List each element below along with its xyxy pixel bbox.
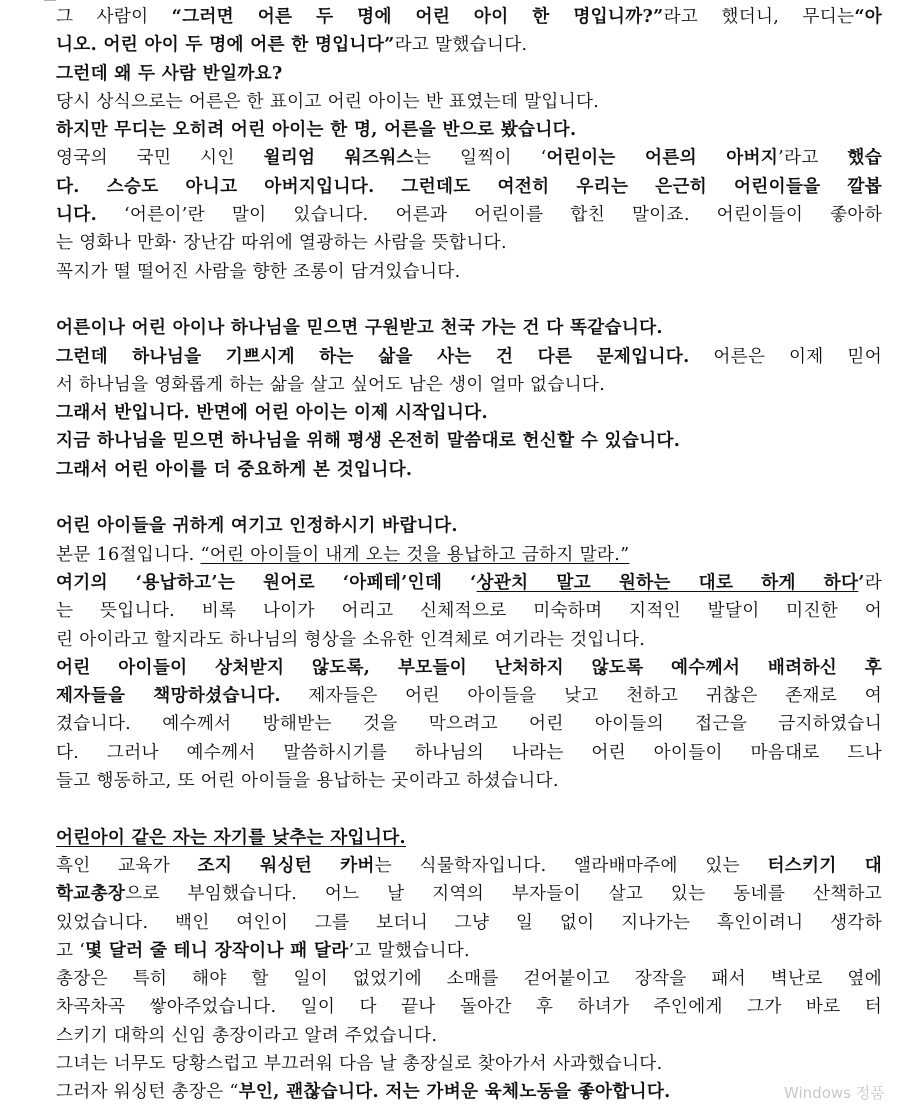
- text-run: 는 일찍이 ‘: [413, 148, 547, 169]
- text-run: 서 하나님을 영화롭게 하는 삶을 살고 싶어도 남은 생이 얼마 없습니다.: [56, 374, 606, 395]
- text-run: ’라고: [778, 148, 848, 169]
- text-run: 스키기 대학의 신임 총장이라고 알려 주었습니다.: [56, 1025, 438, 1046]
- text-run: 상관치 말고 원하는 대로 하게 하다: [476, 571, 859, 593]
- text-run: 꼭지가 떨 떨어진 사람을 향한 조롱이 담겨있습니다.: [56, 261, 461, 282]
- text-run: ’: [858, 571, 865, 593]
- text-line: [56, 456, 882, 484]
- text-line: [56, 229, 882, 257]
- text-run: 몇 달러 줄 테니 장작이나 패 달라: [85, 939, 349, 961]
- text-run: 어른은 이제 믿어: [689, 346, 882, 367]
- text-run: 그래서 어린 아이를 더 중요하게 본 것입니다.: [56, 458, 413, 480]
- text-run: 그런데 왜 두 사람 반일까요?: [56, 62, 283, 84]
- text-run: 는 식물학자입니다. 앨라배마주에 있는: [374, 855, 768, 876]
- text-run: 터스키기 대: [767, 854, 882, 876]
- text-run: 어른이나 어린 아이나 하나님을 믿으면 구원받고 천국 가는 건 다 똑같습니다.: [56, 317, 663, 339]
- text-run: 어린아이 같은 자는 자기를 낮추는 자입니다.: [56, 826, 406, 848]
- text-run: 어린이는 어른의 아버지: [546, 147, 779, 169]
- text-run: ‘어른이’란 말이 있습니다. 어른과 어린이를 합친 말이죠. 어린이들이 좋아하: [97, 205, 882, 226]
- text-run: 다. 스승도 아니고 아버지입니다. 그런데도 여전히 우리는 은근히 어린이들을 깔봅: [56, 175, 882, 197]
- text-run: 는 영화나 만화· 장난감 따위에 열광하는 사람을 뜻합니다.: [56, 233, 507, 254]
- text-line: [56, 710, 882, 738]
- text-line: [56, 116, 882, 144]
- text-line: [56, 258, 882, 286]
- text-run: 학교총장: [56, 883, 126, 905]
- page-corner-mark: [44, 0, 56, 1]
- text-line: [56, 173, 882, 201]
- text-line: [56, 541, 882, 569]
- text-line: [56, 739, 882, 767]
- text-line: [56, 937, 882, 965]
- text-run: “어린 아이들이 내게 오는 것을 용납하고 금하지 말라.”: [200, 544, 630, 565]
- text-run: ’고 말했습니다.: [348, 940, 470, 961]
- text-line: [56, 852, 882, 880]
- text-line: [56, 1078, 882, 1106]
- text-run: 윌리엄 워즈워스: [263, 147, 414, 169]
- text-run: “그러면 어른 두 명에 어린 아이 한 명입니까?”: [171, 6, 664, 27]
- text-line: [56, 3, 882, 31]
- text-line: [56, 965, 882, 993]
- text-line: [56, 371, 882, 399]
- text-run: 총장은 특히 해야 할 일이 없었기에 소매를 걷어붙이고 장작을 패서 벽난로 옆에: [56, 969, 882, 990]
- text-line: [56, 60, 882, 88]
- text-run: 들고 행동하고, 또 어린 아이들을 용납하는 곳이라고 하셨습니다.: [56, 771, 559, 792]
- text-line: [56, 1050, 882, 1078]
- text-run: 제자들은 어린 아이들을 낮고 천하고 귀찮은 존재로 여: [280, 686, 882, 707]
- text-run: 라: [864, 572, 882, 593]
- text-line: [56, 654, 882, 682]
- text-line: [56, 824, 882, 852]
- text-run: 부인, 괜찮습니다. 저는 가벼운 육체노동을 좋아합니다.: [238, 1081, 671, 1103]
- text-run: 그러자 워싱턴 총장은 “: [56, 1082, 239, 1103]
- text-run: 조지 워싱턴 카버: [197, 854, 375, 876]
- document-body: [56, 3, 882, 1107]
- text-run: 린 아이라고 할지라도 하나님의 형상을 소유한 인격체로 여기라는 것입니다.: [56, 629, 646, 650]
- text-run: 영국의 국민 시인: [56, 148, 264, 169]
- text-run: 어린 아이들이 상처받지 않도록, 부모들이 난처하지 않도록 예수께서 배려하신 후: [56, 656, 882, 678]
- text-run: 본문 16절입니다.: [56, 544, 201, 565]
- text-run: 있었습니다. 백인 여인이 그를 보더니 그냥 일 없이 지나가는 흑인이려니 생각하: [56, 912, 882, 933]
- text-run: 다. 그러나 예수께서 말씀하시기를 하나님의 나라는 어린 아이들이 마음대로 드나: [56, 742, 882, 763]
- text-line: [56, 144, 882, 172]
- text-run: 는 뜻입니다. 비록 나이가 어리고 신체적으로 미숙하며 지적인 발달이 미진한 어: [56, 601, 882, 622]
- text-run: 겼습니다. 예수께서 방해받는 것을 막으려고 어린 아이들의 접근을 금지하였습니: [56, 714, 882, 735]
- text-run: 지금 하나님을 믿으면 하나님을 위해 평생 온전히 말씀대로 헌신할 수 있습니다.: [56, 430, 681, 452]
- text-line: [56, 682, 882, 710]
- text-line: [56, 767, 882, 795]
- text-run: 니다.: [56, 204, 98, 226]
- text-line: [56, 880, 882, 908]
- text-run: 제자들을 책망하셨습니다.: [56, 685, 281, 707]
- text-line: [56, 31, 882, 59]
- blank-line: [56, 286, 882, 314]
- text-line: [56, 626, 882, 654]
- text-line: [56, 512, 882, 540]
- text-run: 그런데 하나님을 기쁘시게 하는 삶을 사는 건 다른 문제입니다.: [56, 345, 690, 367]
- text-line: [56, 399, 882, 427]
- text-line: [56, 993, 882, 1021]
- text-run: 당시 상식으로는 어른은 한 표이고 어린 아이는 반 표였는데 말입니다.: [56, 91, 600, 112]
- text-line: [56, 1022, 882, 1050]
- text-line: [56, 343, 882, 371]
- text-line: [56, 201, 882, 229]
- text-line: [56, 909, 882, 937]
- blank-line: [56, 484, 882, 512]
- text-run: 여기의 ‘용납하고’는 원어로 ‘아페테’인데 ‘: [56, 571, 477, 593]
- text-run: 차곡차곡 쌓아주었습니다. 일이 다 끝나 돌아간 후 하녀가 주인에게 그가 바로 터: [56, 997, 882, 1018]
- text-line: [56, 427, 882, 455]
- text-run: 그 사람이: [56, 7, 172, 27]
- text-run: 니오. 어린 아이 두 명에 어른 한 명입니다”: [56, 34, 395, 56]
- text-line: [56, 597, 882, 625]
- text-run: 그래서 반입니다. 반면에 어린 아이는 이제 시작입니다.: [56, 402, 488, 424]
- text-run: 하지만 무디는 오히려 어린 아이는 한 명, 어른을 반으로 봤습니다.: [56, 119, 577, 141]
- windows-activation-watermark: Windows 정품: [784, 1084, 885, 1102]
- text-run: 그녀는 너무도 당황스럽고 부끄러워 다음 날 총장실로 찾아가서 사과했습니다.: [56, 1053, 663, 1074]
- text-run: 했습: [847, 147, 882, 169]
- text-run: 라고 말했습니다.: [394, 35, 528, 56]
- text-run: 어린 아이들을 귀하게 여기고 인정하시기 바랍니다.: [56, 515, 458, 537]
- text-run: 고 ‘: [56, 940, 86, 961]
- text-run: 흑인 교육가: [56, 855, 198, 876]
- text-run: “아: [854, 6, 882, 27]
- blank-line: [56, 795, 882, 823]
- text-run: 으로 부임했습니다. 어느 날 지역의 부자들이 살고 있는 동네를 산책하고: [125, 884, 882, 905]
- text-line: [56, 88, 882, 116]
- text-line: [56, 569, 882, 597]
- text-run: 라고 했더니, 무디는: [663, 7, 855, 27]
- text-line: [56, 314, 882, 342]
